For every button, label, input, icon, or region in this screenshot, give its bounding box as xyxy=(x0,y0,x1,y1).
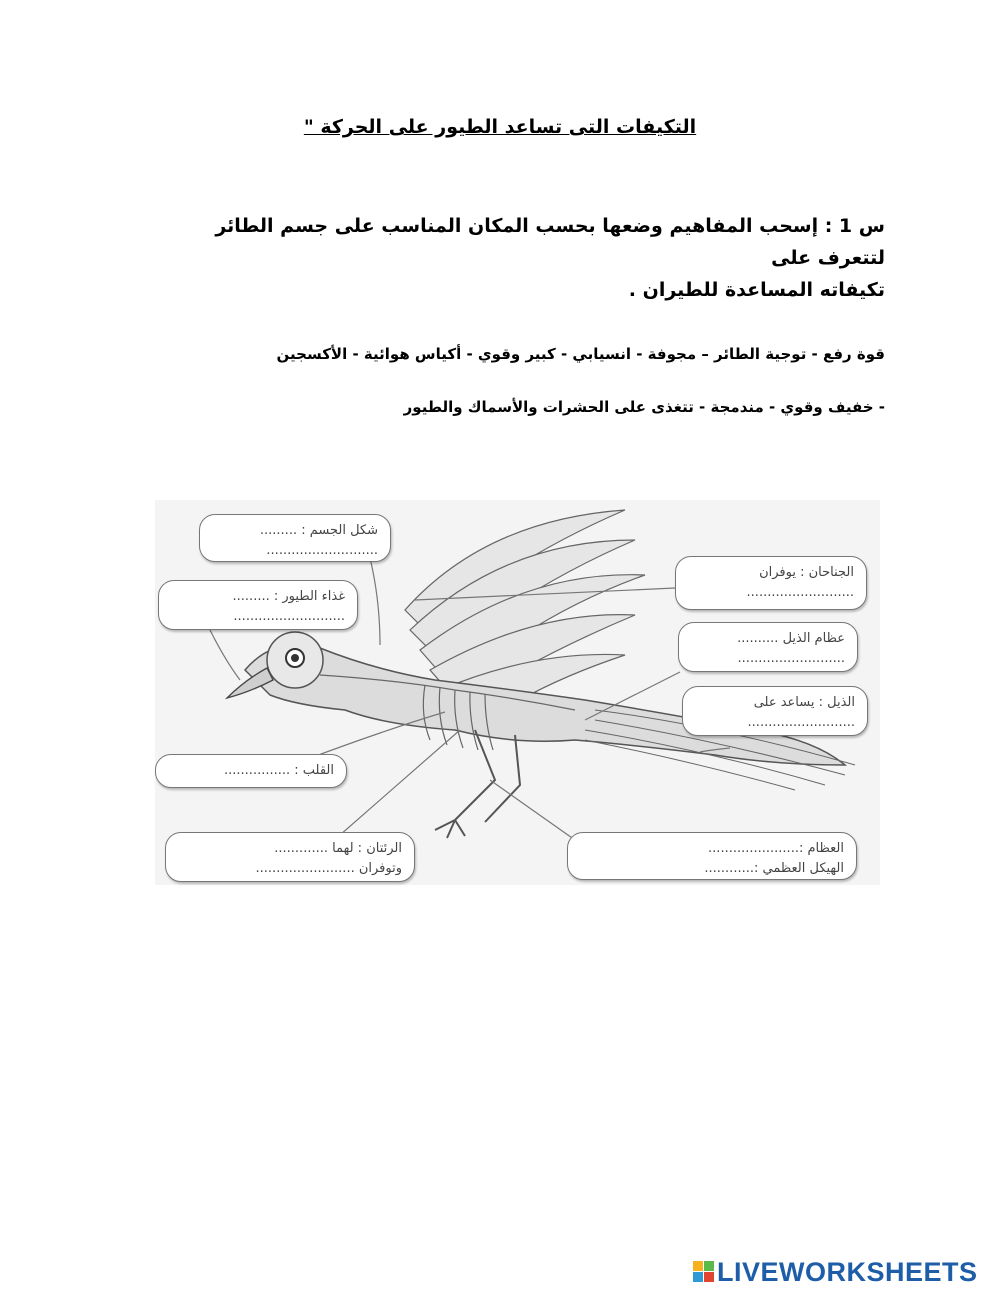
callout-heart-line-1: القلب : ................ xyxy=(224,763,334,778)
question-line-1: س 1 : إسحب المفاهيم وضعها بحسب المكان المناسب على جسم الطائر لتتعرف على xyxy=(215,215,885,269)
callout-lungs xyxy=(165,832,415,882)
callout-bird-food-line-1: غذاء الطيور : ......... xyxy=(232,589,345,604)
callout-body-shape-line-2: ........................... xyxy=(266,543,378,558)
callout-wings xyxy=(675,556,867,610)
liveworksheets-logo xyxy=(693,1258,978,1286)
callout-tail xyxy=(682,686,868,736)
concepts-line-1: قوة رفع - توجية الطائر – مجوفة - انسيابي - كبير وقوي - أكياس هوائية - الأكسجين xyxy=(276,345,885,363)
callout-tail-line-2: .......................... xyxy=(747,715,855,730)
callout-tail-bones-line-1: عظام الذيل .......... xyxy=(737,631,845,646)
callout-lungs-line-2: وتوفران ........................ xyxy=(255,861,402,876)
liveworksheets-mark-icon xyxy=(693,1261,715,1283)
concepts-line-2: - خفيف وقوي - مندمجة - تتغذى على الحشرات والأسماك والطيور xyxy=(403,398,885,416)
callout-heart xyxy=(155,754,347,788)
callout-bones-line-2: الهيكل العظمي :............ xyxy=(704,861,844,876)
question-line-2: تكيفاته المساعدة للطيران . xyxy=(628,279,885,301)
callout-tail-line-1: الذيل : يساعد على xyxy=(753,695,855,710)
callout-lungs-line-1: الرئتان : لهما ............. xyxy=(274,841,402,856)
callout-body-shape xyxy=(199,514,391,562)
bird-diagram xyxy=(155,500,880,885)
callout-wings-line-2: .......................... xyxy=(746,585,854,600)
callout-wings-line-1: الجناحان : يوفران xyxy=(759,565,854,580)
liveworksheets-logo-text: LIVEWORKSHEETS xyxy=(717,1256,978,1287)
callout-bird-food xyxy=(158,580,358,630)
bird-legs xyxy=(435,730,520,838)
callout-bones xyxy=(567,832,857,880)
worksheet-title: التكيفات التى تساعد الطيور على الحركة " xyxy=(303,116,697,138)
callout-tail-bones xyxy=(678,622,858,672)
callout-body-shape-line-1: شكل الجسم : ......... xyxy=(259,523,378,538)
callout-tail-bones-line-2: .......................... xyxy=(737,651,845,666)
question-1 xyxy=(145,210,885,306)
callout-bird-food-line-2: ........................... xyxy=(233,609,345,624)
callout-bones-line-1: العظام :...................... xyxy=(708,841,844,856)
